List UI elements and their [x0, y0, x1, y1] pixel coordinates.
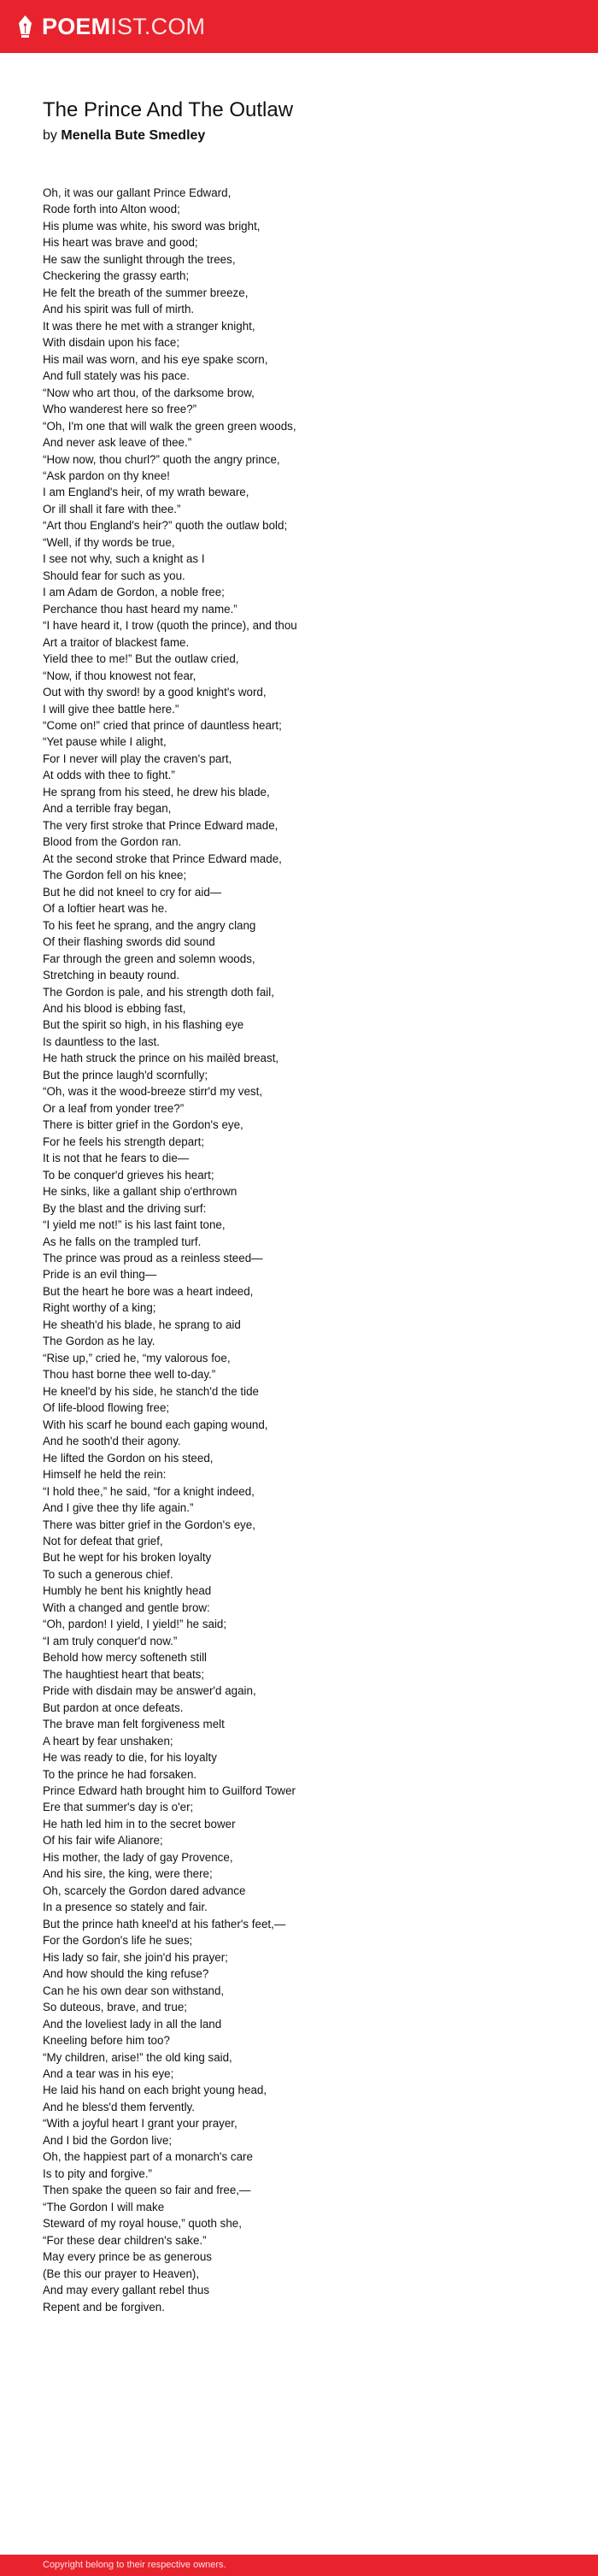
poem-line: And his sire, the king, were there;	[43, 1867, 213, 1881]
poem-line: “Well, if thy words be true,	[43, 535, 175, 549]
poem-line: It was there he met with a stranger knight,	[43, 319, 255, 333]
poem-line: Of life-blood flowing free;	[43, 1401, 170, 1415]
poem-line: “Rise up,” cried he, “my valorous foe,	[43, 1351, 231, 1365]
copyright-text: Copyright belong to their respective owners.	[43, 2560, 226, 2570]
poem-line: “Come on!” cried that prince of dauntless heart;	[43, 719, 282, 732]
poem-line: “Yet pause while I alight,	[43, 735, 167, 749]
poem-line: I am Adam de Gordon, a noble free;	[43, 586, 225, 599]
poem-line: “Now, if thou knowest not fear,	[43, 669, 196, 682]
poem-line: To be conquer'd grieves his heart;	[43, 1168, 214, 1182]
poem-line: To the prince he had forsaken.	[43, 1767, 197, 1781]
poem-line: A heart by fear unshaken;	[43, 1734, 173, 1748]
poem-line: Oh, the happiest part of a monarch's care	[43, 2150, 253, 2164]
poem-line: He sprang from his steed, he drew his blade,	[43, 785, 270, 799]
logo-text	[42, 14, 205, 39]
poem-line: I see not why, such a knight as I	[43, 552, 205, 566]
poem-title: The Prince And The Outlaw	[43, 98, 294, 121]
poem-line: Is to pity and forgive.”	[43, 2166, 153, 2180]
poem-line: Is dauntless to the last.	[43, 1035, 160, 1048]
pen-nib-icon	[19, 15, 32, 38]
poem-line: But he wept for his broken loyalty	[43, 1551, 212, 1565]
poem-line: “Art thou England's heir?” quoth the outlaw bold;	[43, 519, 288, 533]
poem-line: He hath struck the prince on his mailèd breast,	[43, 1052, 279, 1065]
site-header	[0, 0, 598, 53]
poem-line: Or a leaf from yonder tree?”	[43, 1101, 185, 1115]
logo-text-bold: POEM	[42, 14, 111, 39]
poem-line: “Oh, was it the wood-breeze stirr'd my vest,	[43, 1085, 263, 1099]
poem-line: Pride with disdain may be answer'd again,	[43, 1684, 256, 1698]
poem-line: Can he his own dear son withstand,	[43, 1984, 225, 1997]
poem-line: And his spirit was full of mirth.	[43, 303, 195, 316]
poem-line: “My children, arise!” the old king said,	[43, 2050, 232, 2064]
poem-line: He saw the sunlight through the trees,	[43, 252, 236, 266]
poem-line: His lady so fair, she join'd his prayer;	[43, 1950, 228, 1964]
poem-line: He sheath'd his blade, he sprang to aid	[43, 1317, 241, 1331]
logo-text-thin: IST.COM	[110, 14, 206, 39]
poem-line: I will give thee battle here.”	[43, 702, 179, 716]
poem-line: “For these dear children's sake.”	[43, 2233, 207, 2247]
poem-line: Of a loftier heart was he.	[43, 902, 167, 916]
poem-line: He was ready to die, for his loyalty	[43, 1751, 217, 1765]
site-footer	[0, 2555, 598, 2576]
poem-line: Art a traitor of blackest fame.	[43, 635, 190, 649]
poem-line: In a presence so stately and fair.	[43, 1901, 208, 1914]
poem-line: Pride is an evil thing—	[43, 1268, 157, 1282]
poem-line: As he falls on the trampled turf.	[43, 1235, 202, 1248]
poem-line: But he did not kneel to cry for aid—	[43, 885, 222, 899]
poem-line: “I hold thee,” he said, “for a knight indeed,	[43, 1484, 255, 1498]
poem-line: Rode forth into Alton wood;	[43, 203, 180, 216]
poem-line: Blood from the Gordon ran.	[43, 835, 182, 849]
poem-line: His mother, the lady of gay Provence,	[43, 1850, 233, 1864]
poem-line: His plume was white, his sword was bright,	[43, 219, 261, 233]
poem-line: The Gordon fell on his knee;	[43, 869, 187, 882]
poem-line: And a terrible fray began,	[43, 802, 172, 816]
poem-line: “Oh, I'm one that will walk the green green woods,	[43, 419, 296, 433]
poem-line: But the heart he bore was a heart indeed,	[43, 1284, 254, 1298]
poem-line: He hath led him in to the secret bower	[43, 1817, 236, 1830]
poem-line: And his blood is ebbing fast,	[43, 1001, 186, 1015]
poem-line: Should fear for such as you.	[43, 569, 185, 582]
poem-line: By the blast and the driving surf:	[43, 1201, 207, 1215]
poem-line: For the Gordon's life he sues;	[43, 1934, 193, 1948]
poem-line: He felt the breath of the summer breeze,	[43, 286, 249, 299]
poem-line: (Be this our prayer to Heaven),	[43, 2267, 200, 2280]
poem-line: Kneeling before him too?	[43, 2034, 170, 2048]
poem-line: The haughtiest heart that beats;	[43, 1667, 205, 1681]
poem-line: Not for defeat that grief,	[43, 1534, 163, 1547]
poem-line: And I give thee thy life again.”	[43, 1501, 194, 1515]
poem-line: “I yield me not!” is his last faint tone,	[43, 1218, 226, 1232]
poem-line: For he feels his strength depart;	[43, 1135, 205, 1148]
poem-line: His heart was brave and good;	[43, 236, 198, 250]
poem-line: And how should the king refuse?	[43, 1967, 209, 1981]
poem-line: So duteous, brave, and true;	[43, 2001, 187, 2014]
author-name[interactable]: Menella Bute Smedley	[61, 128, 206, 143]
poem-line: The prince was proud as a reinless steed—	[43, 1252, 263, 1264]
poem-line: He kneel'd by his side, he stanch'd the tide	[43, 1384, 259, 1398]
poem-line: Repent and be forgiven.	[43, 2300, 165, 2314]
poem-line: And he bless'd them fervently.	[43, 2100, 195, 2113]
poem-line: And may every gallant rebel thus	[43, 2284, 210, 2297]
poem-line: To his feet he sprang, and the angry clang	[43, 918, 256, 932]
poem-line: Of his fair wife Alianore;	[43, 1834, 163, 1848]
poem-line: But the prince hath kneel'd at his father's feet,—	[43, 1917, 286, 1931]
poem-line: Far through the green and solemn woods,	[43, 952, 255, 965]
poem-line: Ere that summer's day is o'er;	[43, 1801, 194, 1814]
poem-line: At odds with thee to fight.”	[43, 769, 175, 782]
poem-line: Oh, it was our gallant Prince Edward,	[43, 186, 232, 199]
poem-line: Prince Edward hath brought him to Guilford Tower	[43, 1784, 296, 1797]
poem-line: “Ask pardon on thy knee!	[43, 469, 170, 482]
poem-line: Oh, scarcely the Gordon dared advance	[43, 1883, 246, 1897]
poem-line: He lifted the Gordon on his steed,	[43, 1451, 214, 1465]
poem-line: May every prince be as generous	[43, 2250, 212, 2264]
poem-line: With disdain upon his face;	[43, 336, 180, 350]
poem-line: And I bid the Gordon live;	[43, 2133, 173, 2147]
poem-line: Thou hast borne thee well to-day.”	[43, 1368, 216, 1382]
poem-line: Out with thy sword! by a good knight's word,	[43, 686, 267, 699]
poem-line: Humbly he bent his knightly head	[43, 1584, 212, 1598]
poem-line: “I have heard it, I trow (quoth the prince), and thou	[43, 619, 297, 633]
poem-line: At the second stroke that Prince Edward made,	[43, 852, 282, 865]
poem-body	[43, 185, 572, 2315]
poem-line: “The Gordon I will make	[43, 2200, 165, 2213]
poem-line: To such a generous chief.	[43, 1567, 173, 1581]
poem-line: Then spake the queen so fair and free,—	[43, 2184, 251, 2197]
poem-line: He sinks, like a gallant ship o'erthrown	[43, 1185, 237, 1199]
poem-line: And never ask leave of thee.”	[43, 436, 192, 450]
poem-line: “I am truly conquer'd now.”	[43, 1634, 178, 1648]
poem-line: He laid his hand on each bright young head,	[43, 2084, 267, 2097]
poem-line: With his scarf he bound each gaping wound,	[43, 1418, 268, 1431]
byline	[43, 127, 205, 144]
poem-line: The Gordon is pale, and his strength doth fail,	[43, 985, 274, 999]
poem-line: “Now who art thou, of the darksome brow,	[43, 386, 255, 399]
poem-line: And a tear was in his eye;	[43, 2066, 174, 2080]
poem-line: The brave man felt forgiveness melt	[43, 1718, 225, 1731]
poem-line: Or ill shall it fare with thee.”	[43, 502, 181, 516]
poem-line: But the spirit so high, in his flashing eye	[43, 1018, 244, 1032]
poem-line: Stretching in beauty round.	[43, 969, 180, 982]
poem-line: And he sooth'd their agony.	[43, 1435, 181, 1448]
poem-line: But pardon at once defeats.	[43, 1701, 184, 1714]
poem-line: Perchance thou hast heard my name.”	[43, 602, 237, 616]
poem-line: For I never will play the craven's part,	[43, 752, 232, 765]
poem-line: Who wanderest here so free?”	[43, 403, 197, 416]
poem-line: And full stately was his pace.	[43, 369, 190, 383]
poem-line: “Oh, pardon! I yield, I yield!” he said;	[43, 1618, 227, 1631]
poem-line: With a changed and gentle brow:	[43, 1600, 210, 1614]
poem-line: It is not that he fears to die—	[43, 1152, 190, 1165]
poem-line: I am England's heir, of my wrath beware,	[43, 486, 249, 499]
poem-line: Of their flashing swords did sound	[43, 935, 215, 949]
poem-line: Steward of my royal house,” quoth she,	[43, 2217, 242, 2231]
poem-line: “With a joyful heart I grant your prayer,	[43, 2117, 237, 2131]
poem-line: Right worthy of a king;	[43, 1301, 156, 1315]
poem-line: “How now, thou churl?” quoth the angry prince,	[43, 452, 280, 466]
poem-line: Behold how mercy softeneth still	[43, 1651, 208, 1665]
poem-line: But the prince laugh'd scornfully;	[43, 1068, 208, 1082]
poem-line: Himself he held the rein:	[43, 1468, 167, 1482]
poem-line: And the loveliest lady in all the land	[43, 2017, 222, 2031]
poem-line: His mail was worn, and his eye spake scorn,	[43, 352, 268, 366]
poem-line: The Gordon as he lay.	[43, 1335, 155, 1348]
poem-line: The very first stroke that Prince Edward made,	[43, 818, 278, 832]
poem-line: Yield thee to me!” But the outlaw cried,	[43, 652, 239, 666]
poem-line: There was bitter grief in the Gordon's eye,	[43, 1518, 255, 1531]
by-label: by	[43, 128, 57, 143]
poem-line: There is bitter grief in the Gordon's eye,	[43, 1118, 243, 1132]
poem-line: Checkering the grassy earth;	[43, 269, 190, 283]
site-logo[interactable]	[19, 14, 205, 39]
